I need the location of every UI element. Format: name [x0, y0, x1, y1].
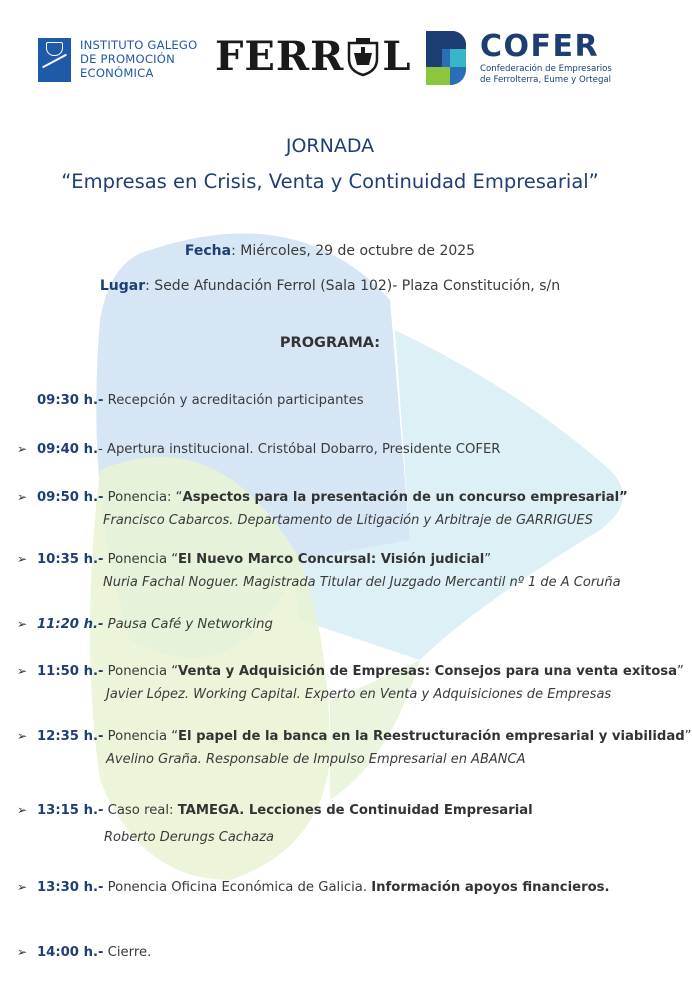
- speaker-1035: Nuria Fachal Noguer. Magistrada Titular del Juzgado Mercantil nº 1 de A Coruña: [103, 575, 621, 590]
- cofer-tagline-2: de Ferrolterra, Eume y Ortegal: [480, 74, 612, 85]
- cofer-name: COFER: [480, 29, 600, 64]
- arrow-bullet-icon: ➢: [17, 442, 28, 456]
- agenda-item-1150: ➢ 11:50 h.- Ponencia “Venta y Adquisición de Empresas: Consejos para una venta exitosa”: [17, 664, 684, 679]
- agenda-item-1035: ➢ 10:35 h.- Ponencia “El Nuevo Marco Concursal: Visión judicial”: [17, 552, 492, 567]
- arrow-bullet-icon: ➢: [17, 552, 28, 566]
- arrow-bullet-icon: ➢: [17, 945, 28, 959]
- galicia-flag-icon: [38, 38, 71, 82]
- igape-line-1: INSTITUTO GALEGO: [80, 38, 198, 52]
- ferrol-logo: [215, 34, 412, 80]
- speaker-1315: Roberto Derungs Cachaza: [104, 830, 274, 845]
- location-label: Lugar: [99, 278, 146, 294]
- agenda-item-1400: ➢ 14:00 h.- Cierre.: [17, 945, 152, 960]
- location-value: : Sede Afundación Ferrol (Sala 102)- Plaza Constitución, s/n: [145, 278, 561, 294]
- igape-logo: [38, 38, 197, 84]
- speaker-1150: Javier López. Working Capital. Experto en Venta y Adquisiciones de Empresas: [106, 687, 612, 702]
- ferrol-crest-icon: [345, 37, 381, 77]
- date-label: Fecha: [184, 243, 232, 259]
- agenda-item-1120: ➢ 11:20 h.- Pausa Café y Networking: [17, 617, 273, 632]
- agenda-item-0940: ➢ 09:40 h.- Apertura institucional. Cristóbal Dobarro, Presidente COFER: [17, 442, 501, 457]
- ferrol-logo-right: L: [382, 33, 412, 80]
- date-value: : Miércoles, 29 de octubre de 2025: [231, 243, 476, 259]
- ferrol-logo-left: FERR: [215, 33, 345, 80]
- cofer-mark-icon: [420, 27, 472, 89]
- cofer-logo: [420, 27, 612, 89]
- arrow-bullet-icon: ➢: [17, 664, 28, 678]
- igape-line-3: ECONÓMICA: [80, 66, 154, 80]
- arrow-bullet-icon: ➢: [17, 729, 28, 743]
- speaker-1235: Avelino Graña. Responsable de Impulso Empresarial en ABANCA: [106, 752, 526, 767]
- agenda-item-1315: ➢ 13:15 h.- Caso real: TAMEGA. Lecciones de Continuidad Empresarial: [17, 803, 533, 818]
- arrow-bullet-icon: ➢: [17, 490, 28, 504]
- event-type-heading: JORNADA: [285, 135, 375, 157]
- agenda-item-1330: ➢ 13:30 h.- Ponencia Oficina Económica de Galicia. Información apoyos financieros.: [17, 880, 610, 895]
- arrow-bullet-icon: ➢: [17, 803, 28, 817]
- speaker-0950: Francisco Cabarcos. Departamento de Litigación y Arbitraje de GARRIGUES: [103, 513, 593, 528]
- cofer-tagline-1: Confederación de Empresarios: [480, 64, 612, 74]
- agenda-item-1235: ➢ 12:35 h.- Ponencia “El papel de la banca en la Reestructuración empresarial y viabilidad”: [17, 729, 692, 744]
- location-line: [0, 278, 660, 294]
- date-line: [0, 243, 660, 259]
- agenda-item-0930: 09:30 h.- Recepción y acreditación participantes: [37, 393, 364, 408]
- program-heading: PROGRAMA:: [279, 335, 381, 351]
- event-title: “Empresas en Crisis, Venta y Continuidad Empresarial”: [61, 170, 599, 193]
- arrow-bullet-icon: ➢: [17, 617, 28, 631]
- arrow-bullet-icon: ➢: [17, 880, 28, 894]
- igape-line-2: DE PROMOCIÓN: [80, 52, 175, 66]
- agenda-item-0950: ➢ 09:50 h.- Ponencia: “Aspectos para la presentación de un concurso empresarial”: [17, 490, 628, 505]
